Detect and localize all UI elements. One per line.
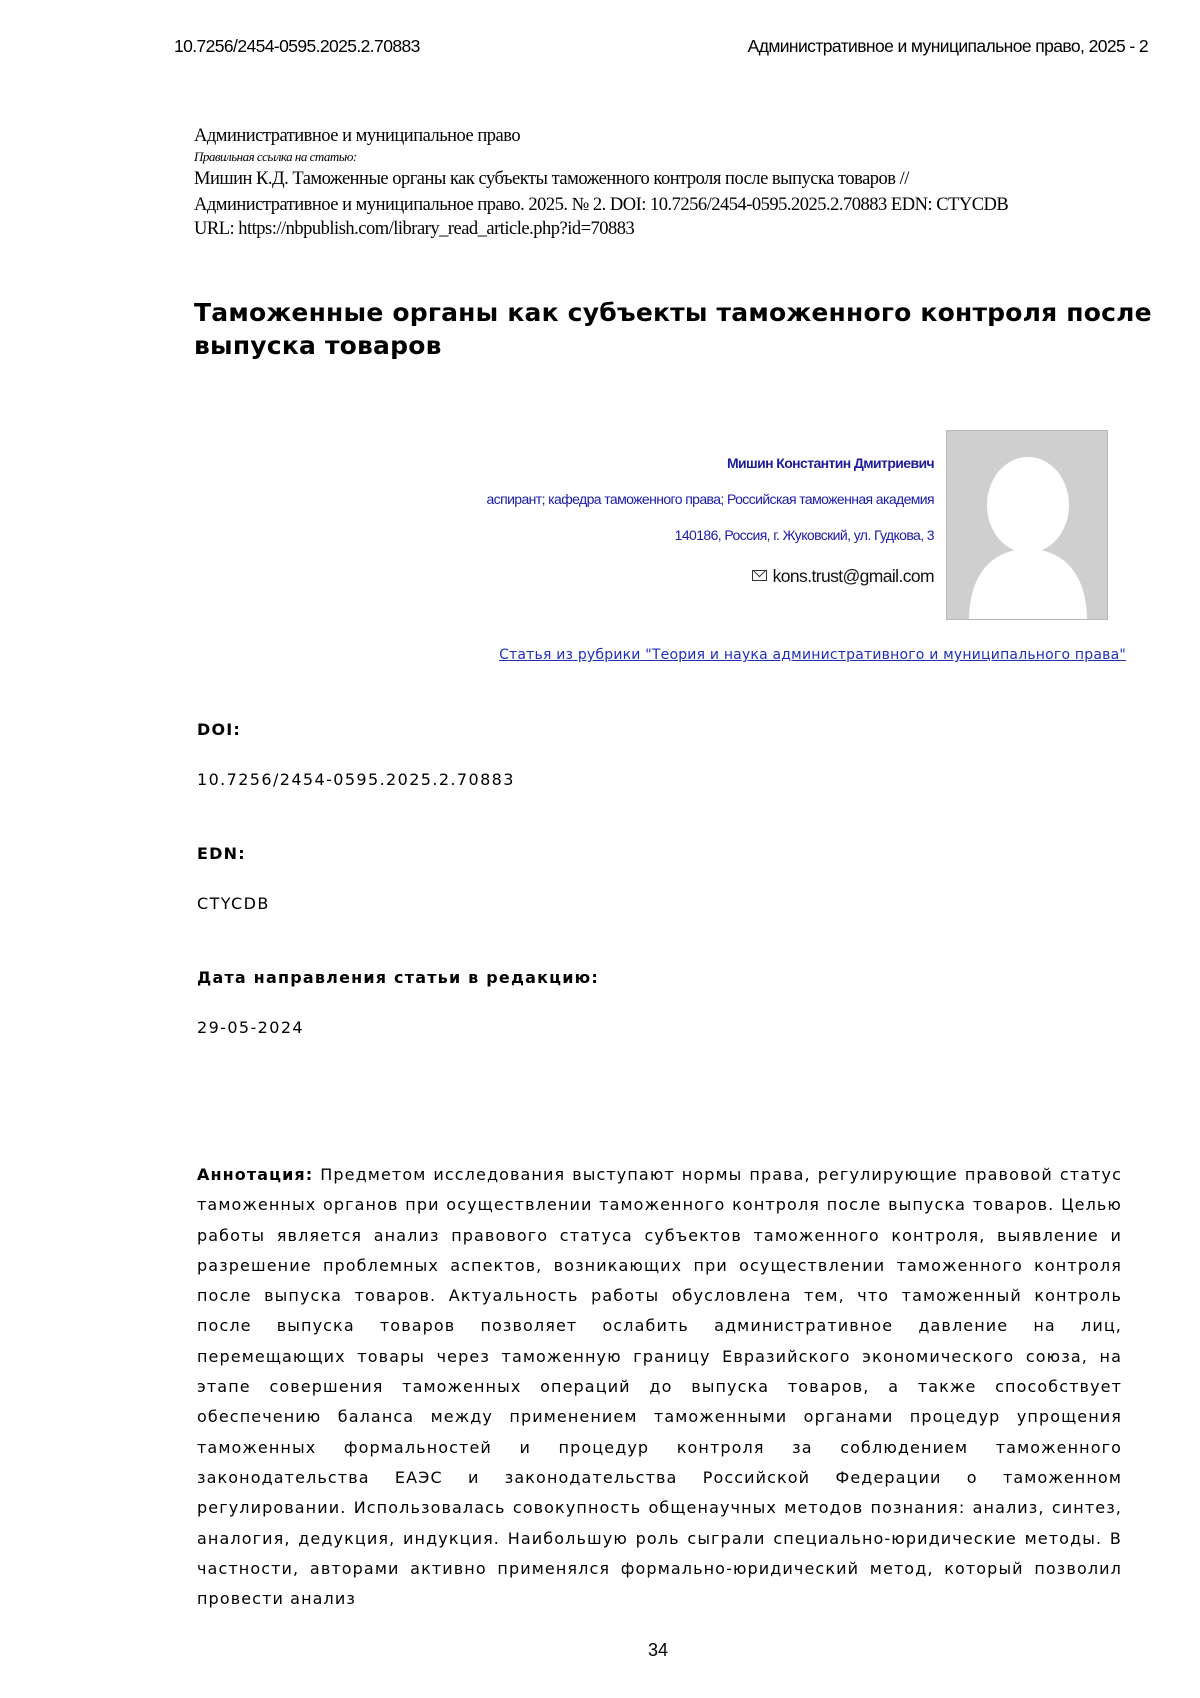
citation-line-2: Административное и муниципальное право. 2025. № 2. DOI: 10.7256/2454-0595.2025.2.70883 EDN: CTYCDB <box>194 195 1009 215</box>
submission-date-label: Дата направления статьи в редакцию: <box>197 968 599 987</box>
citation-line-1: Мишин К.Д. Таможенные органы как субъекты таможенного контроля после выпуска товаров // <box>194 169 909 189</box>
header-doi: 10.7256/2454-0595.2025.2.70883 <box>174 36 420 56</box>
author-email[interactable]: kons.trust@gmail.com <box>772 566 934 586</box>
doi-label: DOI: <box>197 720 242 739</box>
page-number: 34 <box>647 1640 669 1660</box>
article-title: Таможенные органы как субъекты таможенного контроля после выпуска товаров <box>194 298 1152 360</box>
edn-value: CTYCDB <box>197 894 270 913</box>
author-affiliation: аспирант; кафедра таможенного права; Российская таможенная академия <box>486 491 934 507</box>
author-name: Мишин Константин Дмитриевич <box>726 455 934 471</box>
abstract <box>197 1160 1122 1614</box>
abstract-text: Предметом исследования выступают нормы права, регулирующие правовой статус таможенных органов при осуществлении таможенного контроля после выпуска товаров. Целью работы является анализ правового статуса субъектов таможенного контроля, выявление и разрешение проблемных аспектов, возникающих при осуществлении таможенного контроля после выпуска товаров. Актуальность работы обусловлена тем, что таможенный контроль после выпуска товаров позволяет ослабить административное давление на лиц, перемещающих товары через таможенную границу Евразийского экономического союза, на этапе совершения таможенных операций до выпуска товаров, а также способствует обеспечению баланса между применением таможенными органами процедур упрощения таможенных формальностей и процедур контроля за соблюдением таможенного законодательства ЕАЭС и законодательства Российской Федерации о таможенном регулировании. Использовалась совокупность общенаучных методов познания: анализ, синтез, аналогия, дедукция, индукция. Наибольшую роль сыграли специально-юридические методы. В частности, авторами активно применялся формально-юридический метод, который позволил провести анализ <box>197 1165 1122 1609</box>
doi-value: 10.7256/2454-0595.2025.2.70883 <box>197 770 515 789</box>
citation-url: URL: https://nbpublish.com/library_read_article.php?id=70883 <box>194 219 635 239</box>
person-silhouette-icon <box>947 431 1108 620</box>
citation-label: Правильная ссылка на статью: <box>194 149 357 164</box>
rubric-link[interactable]: Статья из рубрики "Теория и наука административного и муниципального права" <box>499 647 1126 663</box>
submission-date-value: 29-05-2024 <box>197 1018 304 1037</box>
header-journal-issue: Административное и муниципальное право, 2025 - 2 <box>747 36 1148 56</box>
author-address: 140186, Россия, г. Жуковский, ул. Гудкова, 3 <box>674 527 934 543</box>
avatar <box>946 430 1108 620</box>
citation-journal: Административное и муниципальное право <box>194 126 521 146</box>
edn-label: EDN: <box>197 844 246 863</box>
author-email-row <box>752 566 934 587</box>
abstract-label: Аннотация: <box>197 1165 314 1184</box>
envelope-icon <box>752 570 767 581</box>
